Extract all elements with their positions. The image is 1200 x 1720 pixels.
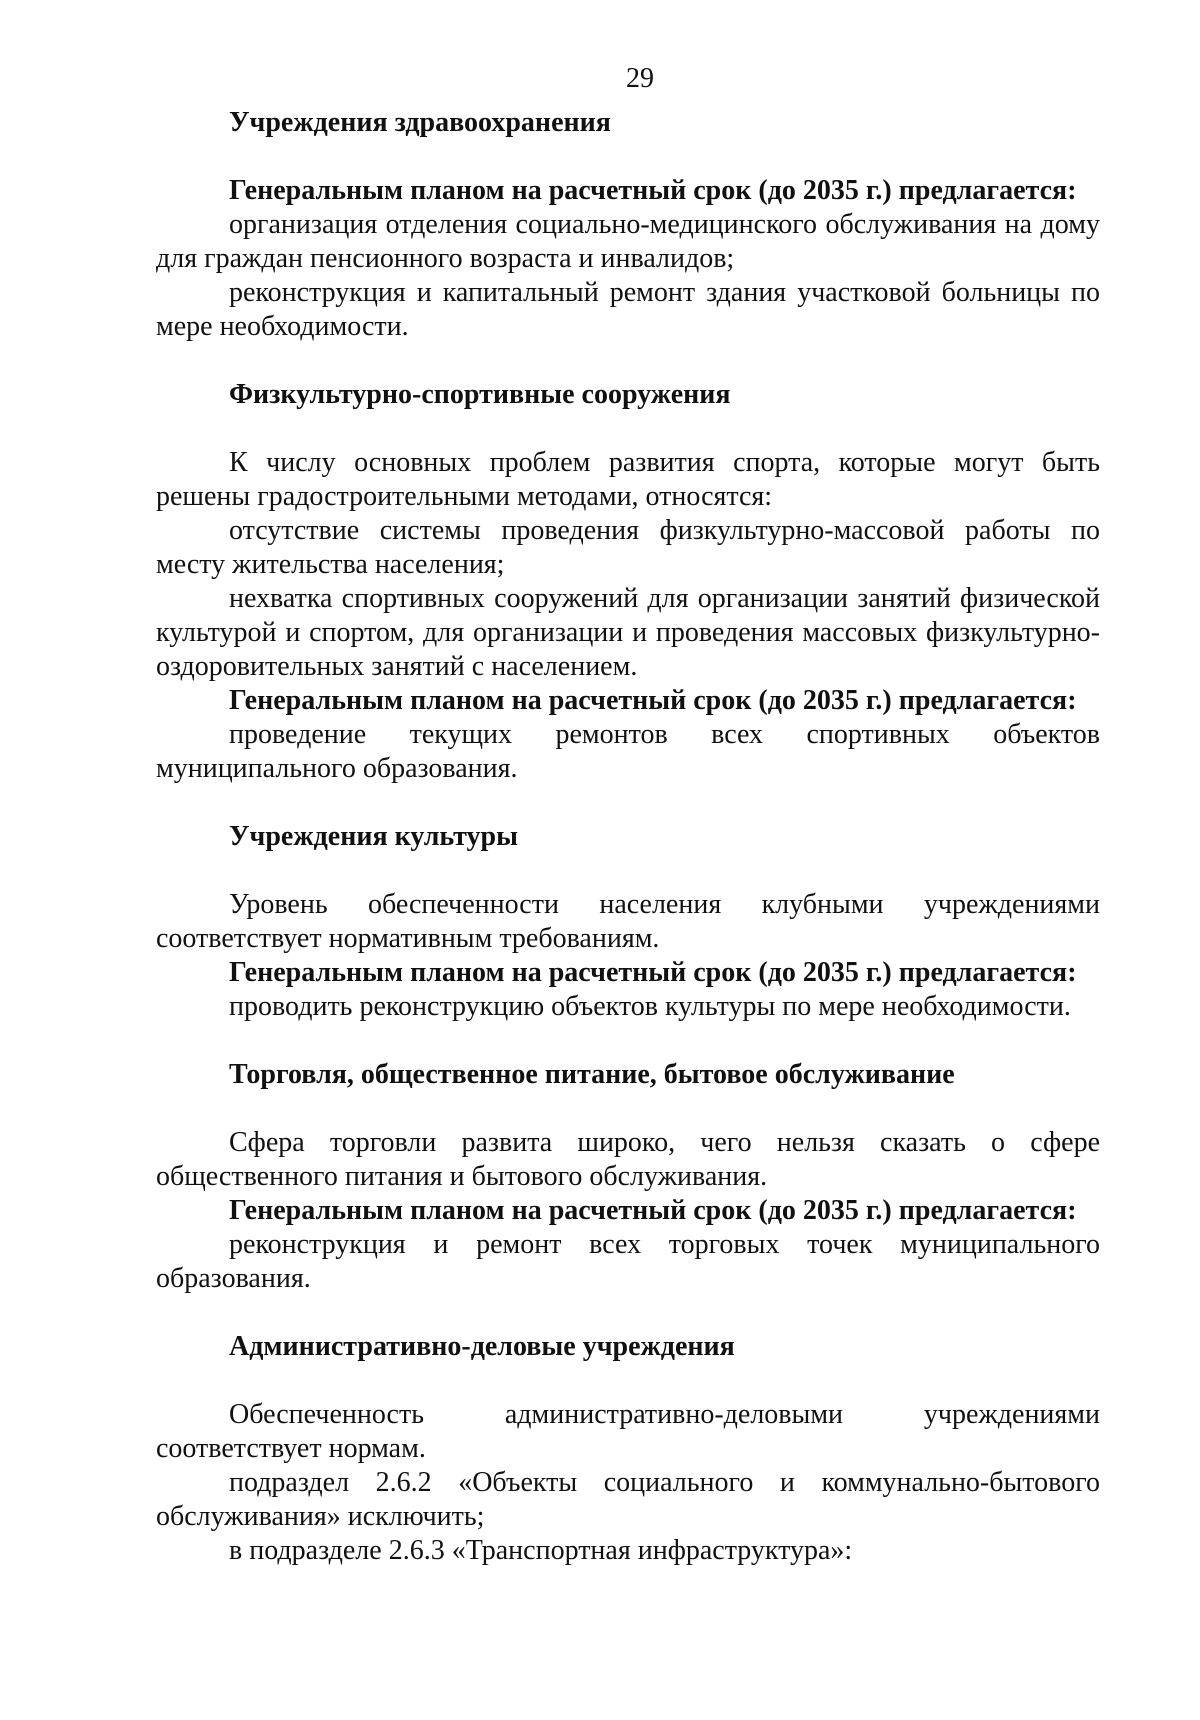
- section-title-culture: Учреждения культуры: [229, 821, 518, 852]
- culture-paragraph-2: проводить реконструкцию объектов культуры по мере необходимости.: [229, 991, 1071, 1022]
- section-title-trade: Торговля, общественное питание, бытовое обслуживание: [229, 1059, 955, 1090]
- trade-paragraph-1: Сфера торговли развита широко, чего нельзя сказать о сфере общественного питания и бытового обслуживания.: [156, 1127, 1100, 1192]
- trade-lead: Генеральным планом на расчетный срок (до 2035 г.) предлагается:: [229, 1195, 1077, 1226]
- sport-paragraph-2: отсутствие системы проведения физкультурно-массовой работы по месту жительства населения;: [156, 515, 1100, 580]
- page-number: 29: [626, 63, 654, 94]
- health-paragraph-2: реконструкция и капитальный ремонт здания участковой больницы по мере необходимости.: [156, 277, 1100, 342]
- section-title-sport: Физкультурно-спортивные сооружения: [229, 379, 731, 410]
- section-title-admin: Административно-деловые учреждения: [229, 1331, 735, 1362]
- admin-paragraph-2: подраздел 2.6.2 «Объекты социального и коммунально-бытового обслуживания» исключить;: [156, 1467, 1100, 1532]
- culture-paragraph-1: Уровень обеспеченности населения клубными учреждениями соответствует нормативным требованиям.: [156, 889, 1100, 954]
- health-paragraph-1: организация отделения социально-медицинского обслуживания на дому для граждан пенсионного возраста и инвалидов;: [156, 209, 1100, 274]
- sport-paragraph-4: проведение текущих ремонтов всех спортивных объектов муниципального образования.: [156, 719, 1100, 784]
- trade-paragraph-2: реконструкция и ремонт всех торговых точек муниципального образования.: [156, 1229, 1100, 1294]
- culture-lead: Генеральным планом на расчетный срок (до 2035 г.) предлагается:: [229, 957, 1077, 988]
- sport-paragraph-1: К числу основных проблем развития спорта, которые могут быть решены градостроительными методами, относятся:: [156, 447, 1100, 512]
- sport-paragraph-3: нехватка спортивных сооружений для организации занятий физической культурой и спортом, для организации и проведения массовых физкультурно-оздоровительных занятий с населением.: [156, 583, 1100, 682]
- page-content: [156, 106, 1100, 1568]
- admin-paragraph-3: в подразделе 2.6.3 «Транспортная инфраструктура»:: [229, 1535, 853, 1566]
- sport-lead: Генеральным планом на расчетный срок (до 2035 г.) предлагается:: [229, 685, 1077, 716]
- section-title-health: Учреждения здравоохранения: [229, 107, 611, 138]
- admin-paragraph-1: Обеспеченность административно-деловыми учреждениями соответствует нормам.: [156, 1399, 1100, 1464]
- health-lead: Генеральным планом на расчетный срок (до 2035 г.) предлагается:: [229, 175, 1077, 206]
